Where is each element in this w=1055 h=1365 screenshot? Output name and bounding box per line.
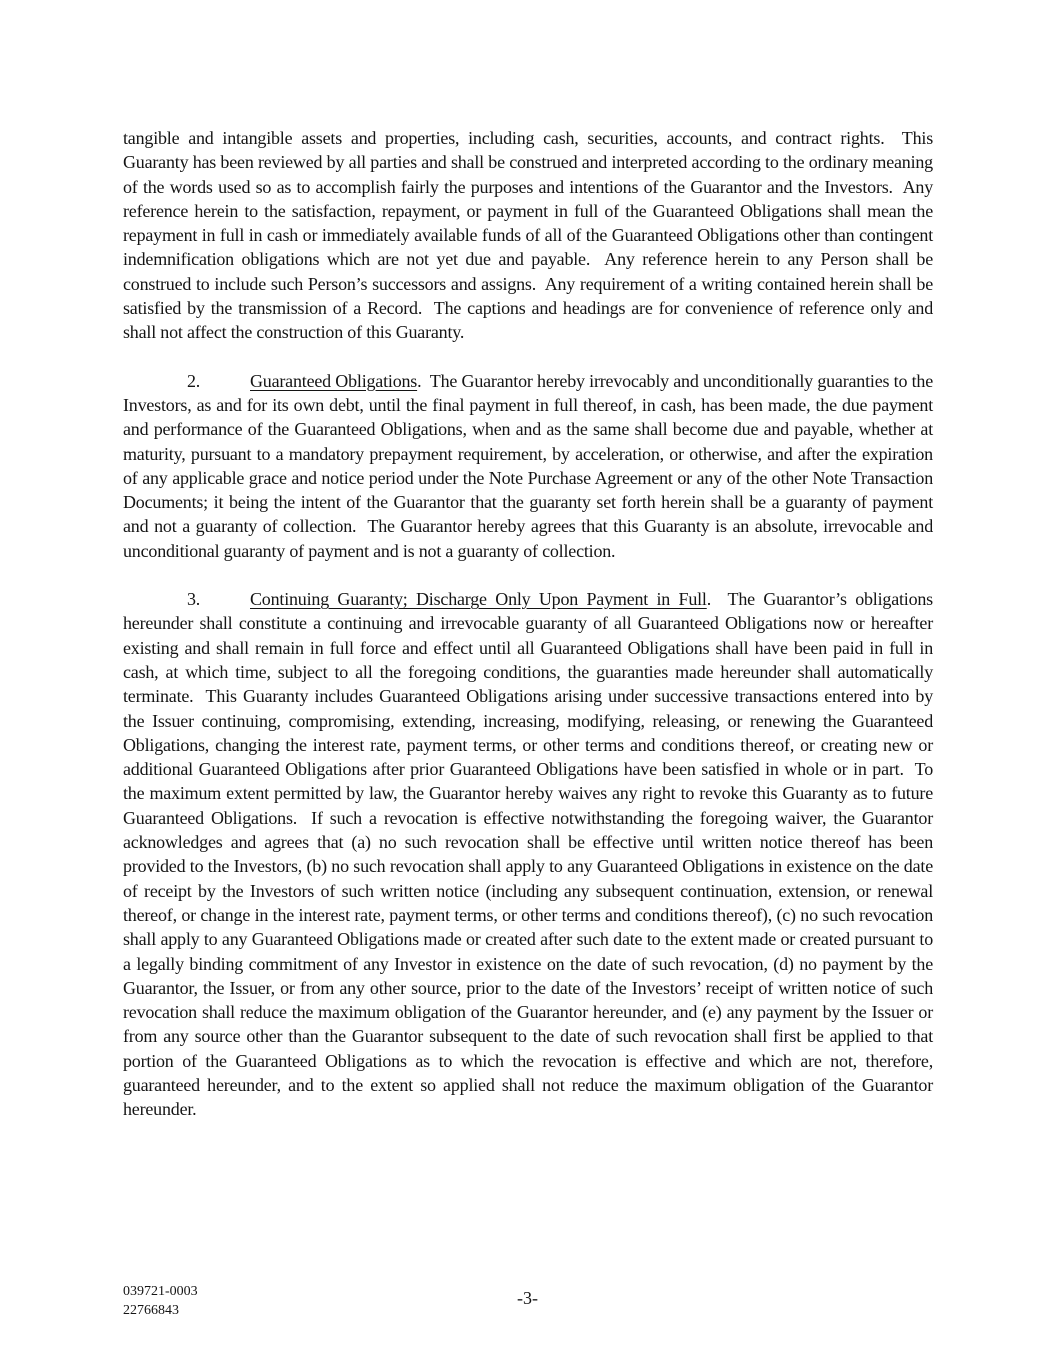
footer-document-id: 22766843 bbox=[123, 1303, 179, 1318]
section-3-heading: Continuing Guaranty; Discharge Only Upon Payment in Full bbox=[250, 589, 707, 610]
section-3-paragraph bbox=[123, 587, 933, 1122]
section-3-text-1: . The Guarantor’s obligations hereunder shall constitute a continuing and irrevocable guaranty of all Guaranteed Obligations now or hereafter existing and shall remain in full force and effect until all Guaranteed Obligations shall have been paid in full in cash, at which time, subject to all the foregoing conditions, the guaranties made hereunder shall automatically terminate. This Guaranty includes Guaranteed Obligations arising under successive transactions entered into by the Issuer continuing, compromising, extending, increasing, modifying, releasing, or renewing the Guaranteed Obligations, changing the interest rate, payment terms, or other terms and conditions thereof, or creating new or additional Guaranteed Obligations after prior Guaranteed Obligations have been satisfied in whole or in part. To the maximum extent permitted by law, the Guarantor hereby waives any right to revoke this Guaranty as to future Guaranteed Obligations. If such a revocation is effective notwithstanding the foregoing waiver, the Guarantor acknowledges and agrees that (a) no such revocation shall be effective until written notice thereof has been provided to the Investors, (b) no such revocation shall apply to any Guaranteed Obligations in existence on the date of receipt by the Investors of such written notice (including any subsequent continuation, extension, or renewal thereof, or change in the interest rate, payment terms, or other terms and conditions thereof), (c) no such revocation shall apply to any Guaranteed Obligations made or created after such date to the extent made or created pursuant to a legally binding commitment of any Investor in existence on the date of such revocation, (d) no payment by the Guarantor, the Issuer, or from any other source, prior to the date of the Investors’ receipt of written notice of such revocation shall reduce the maximum obligation of the Guarantor hereunder, and (e) any payment by the Issuer or from any source other than the Guarantor subsequent to the date of such revocation shall first be applied to that portion of the Guaranteed Obligations as to which the revocation is effective and which are not, therefore, guaranteed hereunder, and to the extent so applied shall not reduce the maximum obligation of the Guarantor hereunder. bbox=[123, 589, 933, 1120]
section-2-heading: Guaranteed Obligations bbox=[250, 370, 418, 391]
section-2-paragraph bbox=[123, 369, 933, 563]
page-number: -3- bbox=[517, 1288, 538, 1308]
continuation-paragraph-text: tangible and intangible assets and properties, including cash, securities, accounts, and contract rights. This Guaranty has been reviewed by all parties and shall be construed and interpreted according to the ordinary meaning of the words used so as to accomplish fairly the purposes and intentions of the Guarantor and the Investors. Any reference herein to the satisfaction, repayment, or payment in full of the Guaranteed Obligations shall mean the repayment in full in cash or immediately available funds of all of the Guaranteed Obligations other than contingent indemnification obligations which are not yet due and payable. Any reference herein to any Person shall be construed to include such Person’s successors and assigns. Any requirement of a writing contained herein shall be satisfied by the transmission of a Record. The captions and headings are for convenience of reference only and shall not affect the construction of this Guaranty. bbox=[123, 128, 933, 343]
section-2-text-1: . The Guarantor hereby irrevocably and unconditionally guaranties to the Investors, as and for its own debt, until the final payment in full thereof, in cash, has been made, the due payment and performance of the Guaranteed Obligations, when and as the same shall become due and payable, whether at maturity, pursuant to a mandatory prepayment requirement, by acceleration, or otherwise, and after the expiration of any applicable grace and notice period under the Note Purchase Agreement or any of the other Note Transaction Documents; it being the intent of the Guarantor that the guaranty set forth herein shall be a guaranty of payment and not a guaranty of collection. The Guarantor hereby agrees that this Guaranty is an absolute, irrevocable and unconditional guaranty of payment and is not a guaranty of collection. bbox=[123, 370, 933, 561]
continuation-paragraph-paragraph bbox=[123, 126, 933, 345]
section-3-number: 3. bbox=[187, 589, 201, 610]
section-2-number: 2. bbox=[187, 370, 201, 391]
document-body bbox=[123, 126, 933, 1122]
footer-matter-number: 039721-0003 bbox=[123, 1284, 198, 1299]
